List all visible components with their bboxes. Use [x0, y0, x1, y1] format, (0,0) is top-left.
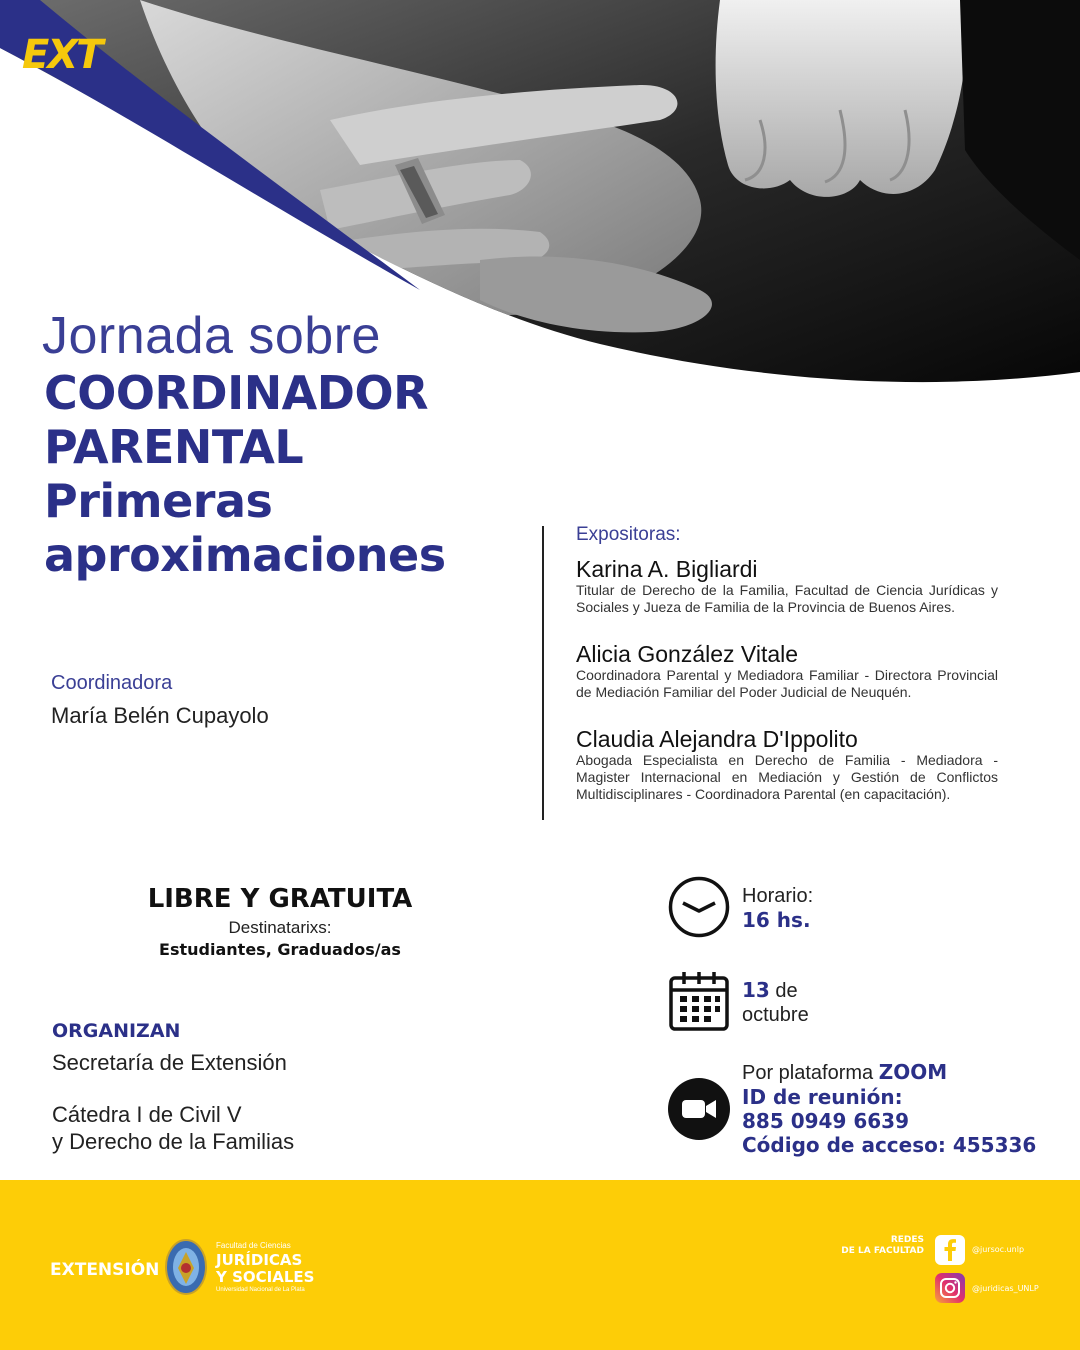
organizer-item: Cátedra I de Civil V: [52, 1102, 242, 1127]
event-intro: Jornada sobre: [42, 307, 381, 365]
video-camera-icon: [668, 1078, 730, 1140]
schedule-label: Horario:: [742, 885, 814, 907]
speaker-name: Alicia González Vitale: [576, 641, 799, 667]
facebook-icon[interactable]: [935, 1235, 965, 1265]
organizers-label: ORGANIZAN: [52, 1020, 181, 1042]
access-block: [80, 884, 480, 959]
title-line-3: Primeras: [44, 474, 273, 528]
audience-value: Estudiantes, Graduados/as: [159, 940, 401, 959]
clock-icon: [668, 876, 730, 938]
title-line-2: PARENTAL: [44, 420, 304, 474]
social-label-line-1: REDES: [890, 1235, 924, 1245]
audience-label: Destinatarixs:: [228, 918, 332, 937]
meeting-code: Código de acceso: 455336: [742, 1133, 1037, 1157]
speaker-item: [576, 641, 998, 701]
access-title: LIBRE Y GRATUITA: [147, 884, 413, 914]
organizer-item: y Derecho de la Familias: [52, 1129, 295, 1154]
social-label-line-2: DE LA FACULTAD: [841, 1246, 924, 1256]
facebook-handle[interactable]: @jursoc.unlp: [972, 1245, 1025, 1254]
title-line-1: COORDINADOR: [44, 366, 428, 420]
schedule-time: 16 hs.: [742, 908, 811, 932]
calendar-icon: [668, 970, 730, 1032]
speaker-item: [576, 726, 998, 803]
extension-label: EXTENSIÓN: [50, 1260, 160, 1280]
title-line-4: aproximaciones: [44, 528, 446, 582]
crest-icon: [164, 1238, 208, 1296]
speaker-name: Claudia Alejandra D'Ippolito: [576, 726, 858, 752]
meeting-id: 885 0949 6639: [742, 1109, 910, 1133]
coordinator-label: Coordinadora: [51, 672, 173, 694]
faculty-line-1: JURÍDICAS: [216, 1251, 303, 1269]
university-name: Universidad Nacional de La Plata: [216, 1287, 305, 1293]
meeting-block: [742, 1060, 1036, 1157]
date-day: 13: [742, 978, 770, 1002]
coordinator-name: María Belén Cupayolo: [51, 703, 269, 728]
footer-band: [0, 1180, 1080, 1350]
speakers-divider: [542, 526, 544, 820]
meeting-id-label: ID de reunión:: [742, 1085, 903, 1109]
organizer-item: Secretaría de Extensión: [52, 1050, 287, 1075]
speaker-name: Karina A. Bigliardi: [576, 556, 758, 582]
faculty-line-2: Y SOCIALES: [216, 1268, 315, 1286]
instagram-icon[interactable]: [935, 1273, 965, 1303]
speakers-label: Expositoras:: [576, 524, 681, 545]
date-block: [742, 978, 809, 1027]
faculty-small: Facultad de Ciencias: [216, 1241, 291, 1250]
speaker-item: [576, 556, 998, 616]
schedule-block: [742, 884, 813, 932]
platform-prefix: Por plataforma: [742, 1062, 874, 1084]
date-de: de: [775, 980, 798, 1002]
speaker-description: Titular de Derecho de la Familia, Facultad de Ciencia Jurídicas y Sociales y Jueza de Familia de la Provincia de Buenos Aires.: [576, 582, 998, 615]
speaker-description: Coordinadora Parental y Mediadora Familiar - Directora Provincial de Mediación Familiar del Poder Judicial de Neuquén.: [576, 667, 998, 700]
speaker-description: Abogada Especialista en Derecho de Familia - Mediadora - Magister Internacional en Mediación y Gestión de Conflictos Multidisciplinares - Coordinadora Parental (en capacitación).: [576, 752, 998, 802]
ext-logo: EXT: [22, 32, 102, 78]
date-month: octubre: [742, 1004, 809, 1026]
instagram-handle[interactable]: @juridicas_UNLP: [972, 1284, 1039, 1293]
social-label: [800, 1235, 924, 1257]
platform-name: ZOOM: [878, 1060, 948, 1084]
